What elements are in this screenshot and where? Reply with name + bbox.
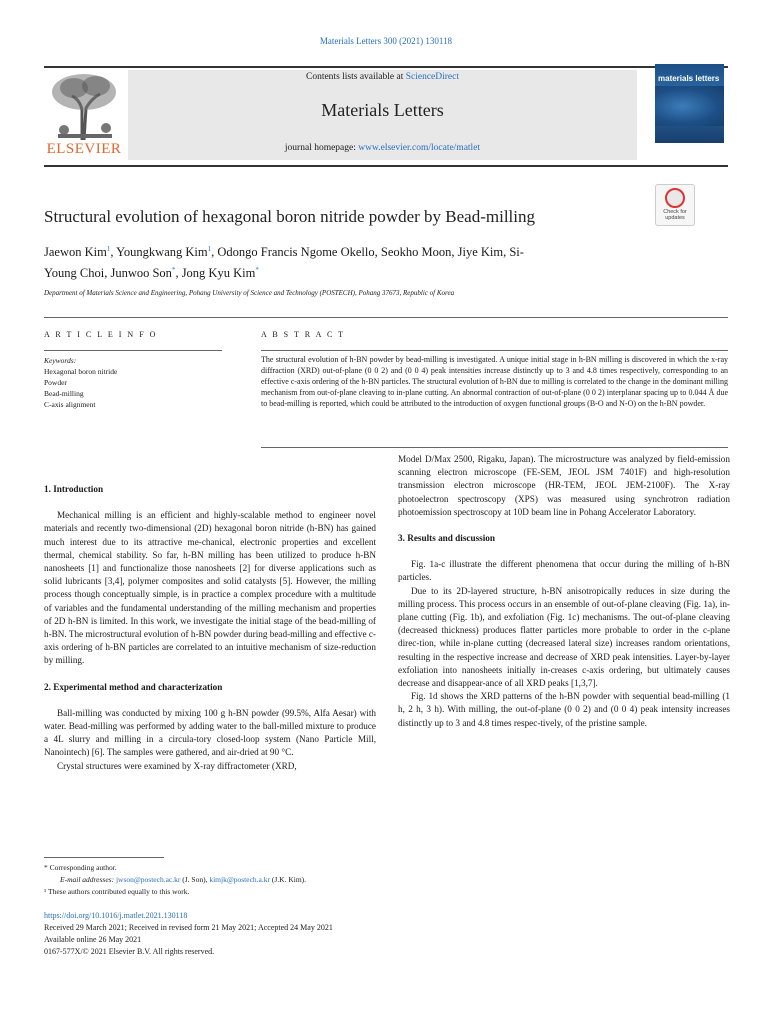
keywords-label: Keywords:: [44, 356, 77, 365]
author-name[interactable]: Young Choi: [44, 266, 105, 281]
article-info-rule: [44, 317, 728, 318]
contents-line: Contents lists available at ScienceDirect: [305, 72, 459, 82]
abstract-heading: A B S T R A C T: [261, 330, 346, 339]
homepage-link[interactable]: www.elsevier.com/locate/matlet: [358, 143, 481, 153]
section-heading-results: 3. Results and discussion: [398, 533, 496, 544]
author-name[interactable]: Si-: [509, 245, 524, 260]
author-name[interactable]: Jong Kyu Kim: [181, 266, 256, 281]
elsevier-tree-icon: [44, 70, 124, 142]
keyword: Bead-milling: [44, 389, 84, 398]
section-heading-introduction: 1. Introduction: [44, 484, 104, 494]
intro-paragraph: Mechanical milling is an efficient and highly-scalable method to engineer novel materials and recently two-dimensional (2D) hexagonal boron nitride (h-BN) has gained much interest due to its attractive me-chanical, electronic properties and excellent thermal, chemical stability. So far, h-BN milling has been utilized to produce h-BN nanosheets [1] and functionalize those nanosheets [2] for diverse applications such as solid lubricants [3,4], polymer composites and solid catalysts [5]. However, the milling process though conceptually simple, is in practice a complex procedure with a multitude of variables and the fundamental understanding of the milling mechanism and properties of 2D h-BN is limited. In this work, we investigate the initial stage of the bead-milling of h-BN. The microstructural evolution of h-BN powder during bead-milling and effective c-axis ordering of h-BN particles are correlated to an intuitive mechanism of size-reduction by milling.: [44, 510, 376, 666]
equal-contribution-note: ¹ These authors contributed equally to this work.: [44, 887, 190, 896]
cover-title: materials letters: [658, 74, 720, 83]
sciencedirect-link[interactable]: ScienceDirect: [405, 72, 459, 82]
author-name[interactable]: Odongo Francis Ngome Okello: [217, 245, 375, 260]
article-info-divider: [44, 350, 222, 351]
abstract-bottom-rule: [261, 447, 728, 448]
results-paragraph: Fig. 1d shows the XRD patterns of the h-BN powder with sequential bead-milling (1 h, 2 h, 3 h). With milling, the out-of-plane (0 0 2) and (0 0 4) peak intensity increases distinctly up to 3 and 4.8 times respec-tively, of the pristine sample.: [398, 691, 730, 728]
elsevier-wordmark: ELSEVIER: [46, 141, 122, 157]
check-updates-icon: [665, 188, 685, 208]
paper-title: Structural evolution of hexagonal boron nitride powder by Bead-milling: [44, 207, 535, 226]
journal-homepage: journal homepage: www.elsevier.com/locate/matlet: [284, 143, 481, 153]
email-link[interactable]: kimjk@postech.a.kr: [209, 875, 270, 884]
author-line-1: Jaewon Kim$^1$, Youngkwang Kim$^1$, Odongo Francis Ngome Okello, Seokho Moon, Jiye Kim, Si-: [44, 245, 524, 260]
author-line-2: Young Choi, Junwoo Son*, Jong Kyu Kim*: [44, 266, 259, 281]
results-paragraph: Fig. 1a-c illustrate the different phenomena that occur during the milling of h-BN particles.: [398, 559, 730, 583]
doi-link[interactable]: https://doi.org/10.1016/j.matlet.2021.130118: [44, 911, 188, 920]
journal-cover[interactable]: [655, 64, 724, 159]
check-updates-label: Check for updates: [663, 209, 687, 221]
section-heading-experimental: 2. Experimental method and characterization: [44, 681, 223, 692]
cover-image: [655, 86, 724, 126]
keywords-block: [44, 355, 117, 410]
experimental-paragraph: Crystal structures were examined by X-ray diffractometer (XRD,: [57, 760, 297, 771]
online-date: Available online 26 May 2021: [44, 935, 142, 944]
elsevier-logo[interactable]: [44, 70, 124, 158]
author-name[interactable]: Junwoo Son: [110, 266, 172, 281]
experimental-paragraph: Ball-milling was conducted by mixing 100 g h-BN powder (99.5%, Alfa Aesar) with water. Bead-milling was performed by adding water to the ball-milled mixture to produce a 4L slurry and milling in a circula-tory closed-loop system (Nano Particle Mill, Nanointech) [6]. The samples were gathered, and air-dried at 90 °C.: [44, 707, 376, 758]
author-name[interactable]: Jaewon Kim: [44, 245, 107, 260]
journal-reference[interactable]: Materials Letters 300 (2021) 130118: [319, 36, 453, 46]
check-for-updates-button[interactable]: [655, 184, 695, 226]
body-column-right: [398, 453, 730, 730]
author-list: [44, 240, 654, 282]
abstract-text: The structural evolution of h-BN powder by bead-milling is investigated. A unique initial stage in h-BN milling is discovered in which the x-ray diffraction (XRD) out-of-plane (0 0 2) and (0 0 4) peak intensities increase distinctly up to 3 and 4.8 times respectively, corresponding to an effective c-axis ordering of the h-BN particles. The structural evolution of h-BN due to milling is correlated to the change in the dominant milling mechanism from out-of-plane cleaving to in-plane cutting. An abnormal contraction of out-of-plane (0 0 2) interplanar spacing up to 0.044 Å due to bead-milling is reported, which could be attributed to the introduction of oxygen functional groups (B-O and N-O) on the h-BN powder.: [261, 355, 728, 408]
footnote-rule: [44, 857, 164, 858]
email-note: E-mail addresses: jwson@postech.ac.kr (J. Son), kimjk@postech.a.kr (J.K. Kim).: [60, 875, 307, 884]
author-name[interactable]: Youngkwang Kim: [116, 245, 208, 260]
keyword: Hexagonal boron nitride: [44, 367, 118, 376]
header-top-rule: [44, 66, 728, 68]
author-name[interactable]: Seokho Moon: [380, 245, 452, 260]
cover-footer: [655, 143, 724, 159]
author-affiliation-marker[interactable]: 1: [106, 245, 111, 253]
experimental-continued: Model D/Max 2500, Rigaku, Japan). The microstructure was analyzed by field-emission scanning electron microscope (FE-SEM, JEOL JSM 7401F) and high-resolution transmission electron microscope (HR-TEM, JEOL JEM-2100F). The X-ray photoelectron spectroscopy (XPS) was measured using synchrotron radiation photoemission spectroscopy at 10D beam line in Pohang Accelerator Laboratory.: [398, 454, 730, 517]
author-affiliation-marker[interactable]: 1: [207, 245, 212, 253]
author-affiliation-marker[interactable]: *: [255, 266, 259, 275]
author-affiliation-marker[interactable]: *: [171, 266, 176, 275]
body-column-left: [44, 483, 376, 773]
copyright: 0167-577X/© 2021 Elsevier B.V. All rights reserved.: [44, 947, 215, 956]
received-dates: Received 29 March 2021; Received in revised form 21 May 2021; Accepted 24 May 2021: [44, 923, 333, 932]
journal-title[interactable]: Materials Letters: [321, 100, 444, 120]
header-bottom-rule: [44, 165, 728, 167]
keyword: Powder: [44, 378, 67, 387]
results-paragraph: Due to its 2D-layered structure, h-BN anisotropically reduces in size during the milling process. This process occurs in an ensemble of out-of-plane cleaving (Fig. 1a), in-plane cutting (Fig. 1b), and exfoliation (Fig. 1c) mechanisms. The out-of-plane cleaving (decreased thickness) produces flatter particles more probable to order in the c-plane direc-tion, while in-plane cutting (decreased lateral size) increases random orientations, resulting in the respective increase and decrease of XRD peak intensities. Layer-by-layer exfoliation into nanosheets initially in-creases c-axis ordering, but ultimately causes decrease and disappear-ance of all XRD peaks [1,3,7].: [398, 585, 730, 689]
article-info-heading: A R T I C L E I N F O: [44, 330, 158, 339]
email-link[interactable]: jwson@postech.ac.kr: [115, 875, 181, 884]
corresponding-note: * Corresponding author.: [44, 863, 117, 872]
affiliation: Department of Materials Science and Engineering, Pohang University of Science and Technology (POSTECH), Pohang 37673, Republic of Korea: [44, 289, 455, 297]
author-name[interactable]: Jiye Kim: [457, 245, 504, 260]
keyword: C-axis alignment: [44, 400, 96, 409]
abstract-divider: [261, 350, 728, 351]
